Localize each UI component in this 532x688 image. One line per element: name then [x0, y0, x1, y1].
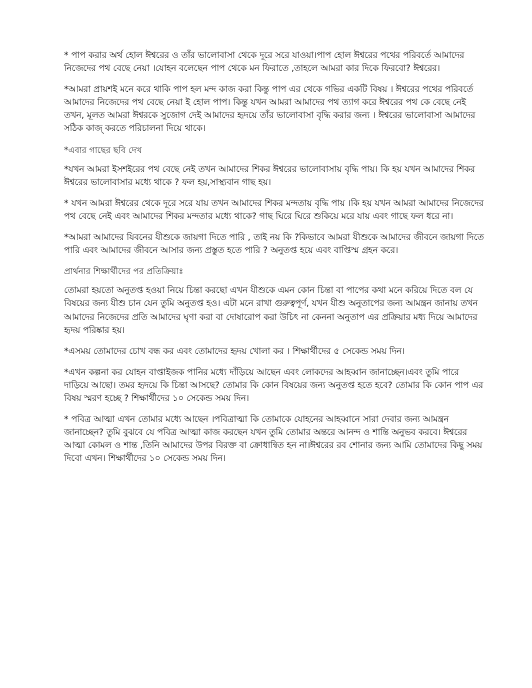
paragraph-roots-in-evil: * যখন আমরা ঈশ্বরের থেকে দূরে সরে যায় তখন আমাদের শিকর মন্দতায় বৃদ্ধি পায় ।কি হয় যখন আমরা আমাদের নিজেদের পথ বেছে নেই এবং আমাদের শিকর মন্দতার মধ্যে থাকে? গাছ ঘিরে ঘিরে শুকিয়ে মরে যায় এবং গাছে ফল ধরে না।	[64, 198, 484, 222]
paragraph-close-eyes: *এসময় তোমাদের চোখ বন্ধ কর এবং তোমাদের হৃদয় খোলা কর । শিক্ষার্থীদের ৫ সেকেন্ড সময় দিন।	[64, 346, 405, 357]
paragraph-imagine-john: *এখন কল্পনা কর যোহন বাপ্তাইজক পানির মধ্যে দাঁড়িয়ে আছেন এবং লোকদের আহব্বান জানাচ্ছেন।এবং তুমি পারে দাড়িয়ে আছো। তমর হৃদয়ে কি চিন্তা আসছে? তোমার কি কোন বিষয়ের জন্য অনুতপ্ত হতে হবে? তোমার কি কোন পাপ এর বিষয় স্মরণ হচ্ছে ? শিক্ষার্থীদের ১০ সেকেন্ড সময় দিন।	[64, 367, 484, 404]
paragraph-sin-deeper: *আমরা প্রায়শই মনে করে থাকি পাপ হল মন্দ কাজ করা কিন্তু পাপ এর থেকে গভির একটি বিষয় । ঈশ্বরের পথের পরিবর্তে আমাদের নিজেদের পথ বেছে নেয়া ই হোল পাপ। কিন্তু যখন আমরা আমাদের পথ ত্যাগ করে ঈশ্বরের পথ কে বেছে নেই তখন, মূলত আমরা ঈশ্বরকে সুজোগ দেই আমাদের হৃদয়ে তাঁর ভালোবাসা বৃদ্ধি করার জন্য । ঈশ্বরের ভালোবাসা আমাদের সঠিক কাজ্ করতে পরিচালনা দিয়ে থাকে।	[64, 85, 476, 135]
paragraph-holy-spirit: * পবিত্র আত্মা এখন তোমার মধ্যে আছেন ।পবিত্রাত্মা কি তোমাকে যোহনের আহব্বানে সারা দেবার জন্য আমন্ত্রন জানাচ্ছেন? তুমি বুঝবে যে পবিত্র আত্মা কাজ করছেন যখন তুমি তোমার অন্তরে আনন্দ ও শান্তি অনুভব করবে। ঈশ্বরের আত্মা কোমল ও শান্ত ,তিনি আমাদের উপর বিরক্ত বা ক্রোধান্বিত হন না।ঈশ্বরের রব শোনার জন্য আমি তোমাদের কিছু সময় দিবো এখন। শিক্ষার্থীদের ১০ সেকেন্ড সময় দিন।	[64, 415, 483, 465]
paragraph-make-room-for-jesus: *আমরা আমাদের যিবনের যীশুকে জায়গা দিতে পারি , তাই নয় কি ?কিভাবে আমরা যীশুকে আমাদের জীবনে জায়গা দিতে পারি এবং আমাদের জীবনে আসার জন্য প্রস্তুত হতে পারি ? অনুতপ্ত হয়ে এবং বাপ্তিস্ম গ্রহন করে।	[64, 233, 484, 257]
paragraph-tree-picture: *এবার গাছের ছবি দেখ	[64, 145, 142, 156]
paragraph-roots-in-love: *যখন আমরা ইসশইরের পথ বেছে নেই তখন আমাদের শিকর ঈশ্বরের ভালোবাসায় বৃদ্ধি পায়। কি হয় যখন আমাদের শিকর ঈশ্বরের ভালোবাসার মধ্যে থাকে ? ফল হয়,সাস্থ্যবান গাছ হয়।	[64, 164, 475, 188]
paragraph-repentance: তোমরা হয়তো অনুতপ্ত হওয়া নিয়ে চিন্তা করছো এখন যীশুকে এমন কোন চিন্তা বা পাপের কথা মনে করিয়ে দিতে বল যে বিষয়ের জন্য যীশু চান যেন তুমি অনুতপ্ত হও। এটা মনে রাখা গুরুত্বপূর্ণ, যখন যীশু অনুতাপের জন্য আমন্ত্রন জানায় তখন আমাদের নিজেদের প্রতি আমাদের ঘৃণা করা বা দোষারোপ করা উচিৎ না কেননা অনুতাপ এর প্রক্রিয়ার মধ্য দিয়ে আমাদের হৃদয় পরিষ্কার হয়।	[64, 286, 478, 336]
paragraph-prayer-response-heading: প্রার্থনার শিক্ষার্থীদের পর প্রতিক্রিয়াঃ	[64, 267, 184, 278]
paragraph-sin-meaning: * পাপ করার অর্থ হোল ঈশ্বরের ও তাঁর ভালোবাসা থেকে দূরে সরে যাওয়া।পাপ হোল ঈশ্বরের পথের পরিবর্তে আমাদের নিজেদের পথ বেছে নেয়া ।যোহন বলেছেন পাপ থেকে মন ফিরাতে ,তাহলে আমরা কার দিকে ফিরবো? ঈশ্বরের।	[64, 51, 465, 75]
